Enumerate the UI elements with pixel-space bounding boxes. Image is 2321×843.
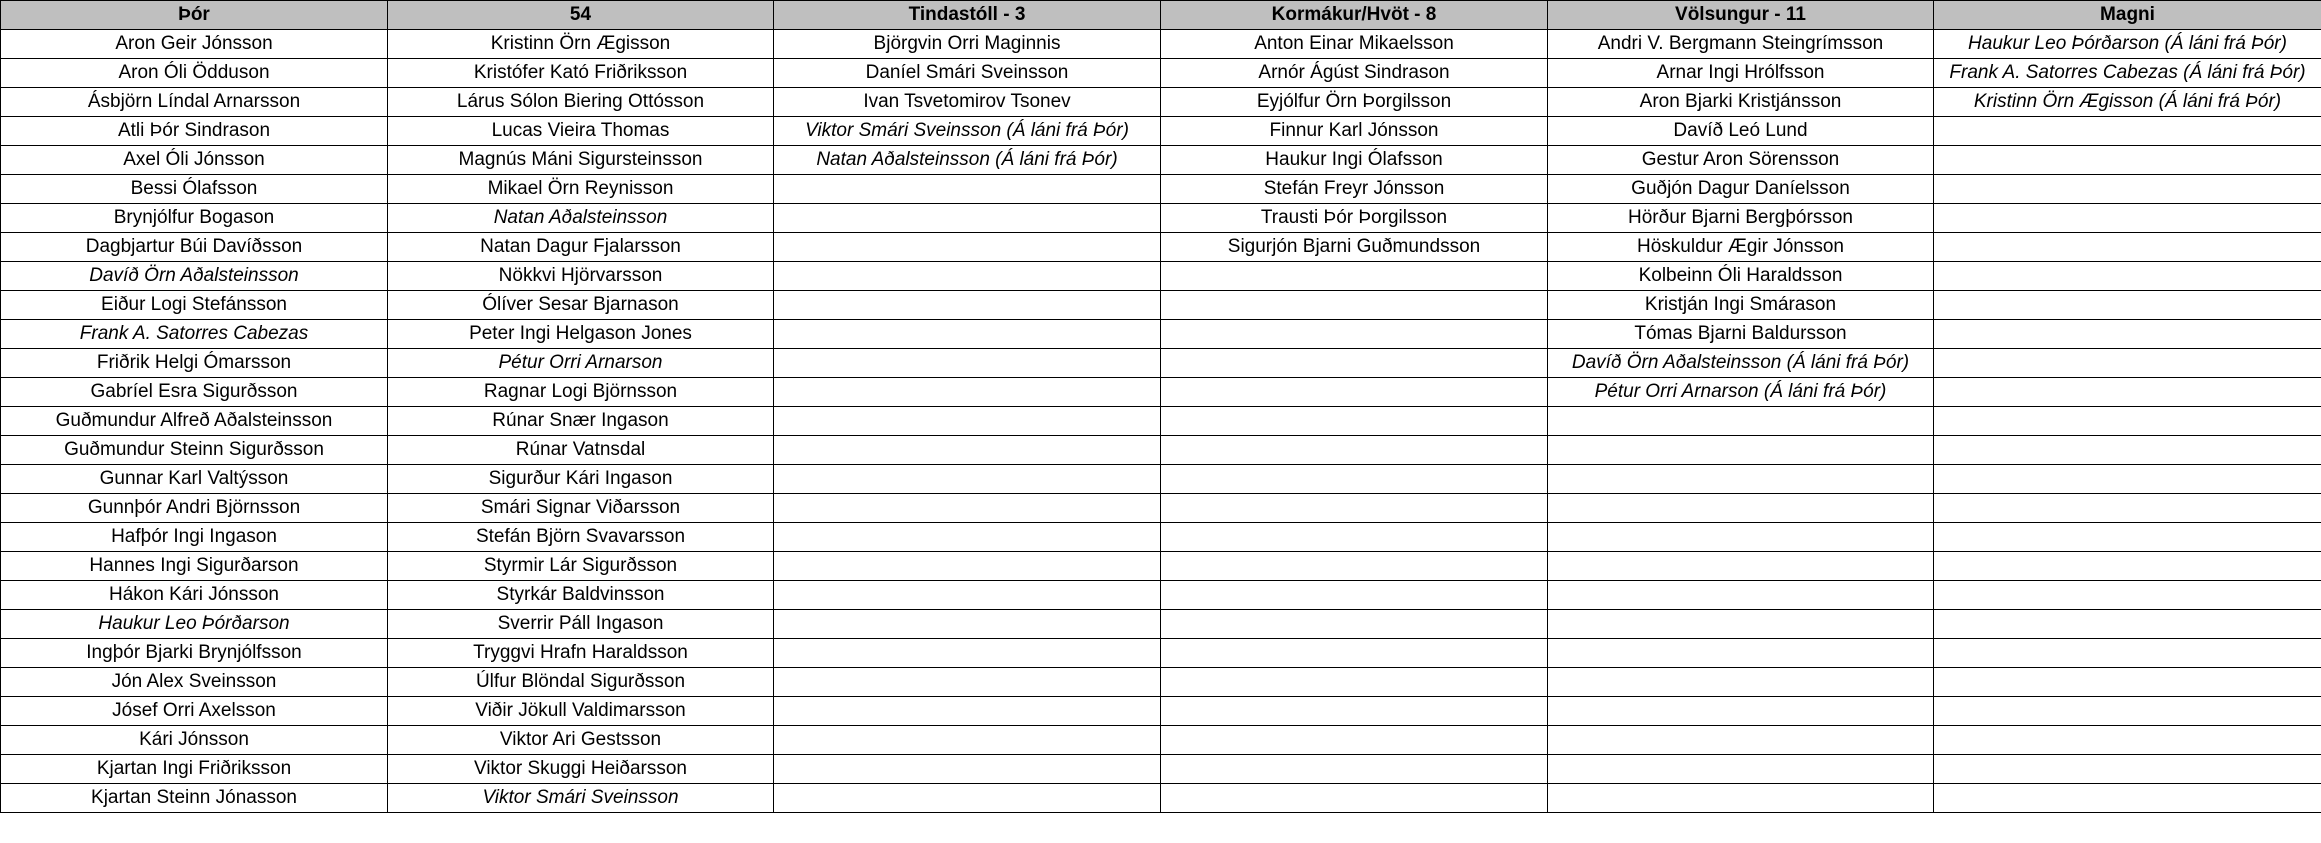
cell-volsungur[interactable] (1548, 755, 1934, 784)
cell-magni[interactable] (1934, 436, 2321, 465)
cell-thor-a[interactable]: Davíð Örn Aðalsteinsson (1, 262, 388, 291)
cell-tindastoll[interactable]: Daníel Smári Sveinsson (774, 59, 1161, 88)
cell-tindastoll[interactable] (774, 378, 1161, 407)
cell-kormakur[interactable]: Arnór Ágúst Sindrason (1161, 59, 1548, 88)
cell-tindastoll[interactable] (774, 204, 1161, 233)
cell-magni[interactable] (1934, 784, 2321, 813)
cell-tindastoll[interactable] (774, 552, 1161, 581)
cell-thor-a[interactable]: Hafþór Ingi Ingason (1, 523, 388, 552)
cell-kormakur[interactable]: Haukur Ingi Ólafsson (1161, 146, 1548, 175)
cell-thor-b[interactable]: Viðir Jökull Valdimarsson (388, 697, 774, 726)
cell-thor-a[interactable]: Dagbjartur Búi Davíðsson (1, 233, 388, 262)
cell-thor-b[interactable]: Kristófer Kató Friðriksson (388, 59, 774, 88)
cell-magni[interactable] (1934, 610, 2321, 639)
cell-thor-b[interactable]: Stefán Björn Svavarsson (388, 523, 774, 552)
cell-tindastoll[interactable] (774, 668, 1161, 697)
cell-volsungur[interactable]: Guðjón Dagur Daníelsson (1548, 175, 1934, 204)
cell-magni[interactable] (1934, 349, 2321, 378)
header-kormakur[interactable]: Kormákur/Hvöt - 8 (1161, 1, 1548, 30)
cell-thor-b[interactable]: Natan Aðalsteinsson (388, 204, 774, 233)
cell-thor-b[interactable]: Tryggvi Hrafn Haraldsson (388, 639, 774, 668)
cell-kormakur[interactable] (1161, 494, 1548, 523)
cell-tindastoll[interactable] (774, 523, 1161, 552)
cell-kormakur[interactable] (1161, 320, 1548, 349)
table-row (1, 581, 2321, 610)
cell-tindastoll[interactable] (774, 610, 1161, 639)
cell-magni[interactable] (1934, 146, 2321, 175)
cell-thor-b[interactable]: Mikael Örn Reynisson (388, 175, 774, 204)
cell-magni[interactable] (1934, 378, 2321, 407)
cell-thor-a[interactable]: Axel Óli Jónsson (1, 146, 388, 175)
table-row (1, 523, 2321, 552)
cell-tindastoll[interactable]: Natan Aðalsteinsson (Á láni frá Þór) (774, 146, 1161, 175)
table-row (1, 233, 2321, 262)
cell-kormakur[interactable] (1161, 610, 1548, 639)
header-volsungur[interactable]: Völsungur - 11 (1548, 1, 1934, 30)
cell-kormakur[interactable] (1161, 262, 1548, 291)
table-row (1, 755, 2321, 784)
table-row (1, 639, 2321, 668)
cell-thor-b[interactable]: Pétur Orri Arnarson (388, 349, 774, 378)
cell-thor-a[interactable]: Kári Jónsson (1, 726, 388, 755)
cell-thor-a[interactable]: Gabríel Esra Sigurðsson (1, 378, 388, 407)
cell-thor-a[interactable]: Friðrik Helgi Ómarsson (1, 349, 388, 378)
table-header (1, 1, 2321, 30)
cell-thor-a[interactable]: Haukur Leo Þórðarson (1, 610, 388, 639)
cell-thor-a[interactable]: Ásbjörn Líndal Arnarsson (1, 88, 388, 117)
cell-kormakur[interactable] (1161, 465, 1548, 494)
header-row (1, 1, 2321, 30)
cell-tindastoll[interactable] (774, 233, 1161, 262)
cell-kormakur[interactable] (1161, 697, 1548, 726)
cell-magni[interactable] (1934, 320, 2321, 349)
cell-magni[interactable] (1934, 581, 2321, 610)
cell-thor-a[interactable]: Kjartan Steinn Jónasson (1, 784, 388, 813)
cell-magni[interactable]: Haukur Leo Þórðarson (Á láni frá Þór) (1934, 30, 2321, 59)
cell-thor-b[interactable]: Magnús Máni Sigursteinsson (388, 146, 774, 175)
cell-kormakur[interactable] (1161, 552, 1548, 581)
cell-thor-a[interactable]: Hákon Kári Jónsson (1, 581, 388, 610)
cell-magni[interactable] (1934, 523, 2321, 552)
cell-volsungur[interactable]: Kristján Ingi Smárason (1548, 291, 1934, 320)
cell-thor-a[interactable]: Gunnþór Andri Björnsson (1, 494, 388, 523)
cell-tindastoll[interactable]: Viktor Smári Sveinsson (Á láni frá Þór) (774, 117, 1161, 146)
cell-thor-a[interactable]: Hannes Ingi Sigurðarson (1, 552, 388, 581)
table-row (1, 175, 2321, 204)
cell-volsungur[interactable] (1548, 610, 1934, 639)
cell-magni[interactable] (1934, 204, 2321, 233)
cell-magni[interactable] (1934, 175, 2321, 204)
cell-thor-b[interactable]: Styrmir Lár Sigurðsson (388, 552, 774, 581)
table-row (1, 436, 2321, 465)
cell-kormakur[interactable] (1161, 378, 1548, 407)
table-row (1, 610, 2321, 639)
table-row (1, 668, 2321, 697)
cell-thor-a[interactable]: Guðmundur Alfreð Aðalsteinsson (1, 407, 388, 436)
cell-thor-a[interactable]: Guðmundur Steinn Sigurðsson (1, 436, 388, 465)
cell-volsungur[interactable] (1548, 552, 1934, 581)
cell-volsungur[interactable]: Tómas Bjarni Baldursson (1548, 320, 1934, 349)
cell-thor-b[interactable]: Viktor Ari Gestsson (388, 726, 774, 755)
cell-tindastoll[interactable] (774, 494, 1161, 523)
cell-kormakur[interactable] (1161, 581, 1548, 610)
table-row (1, 117, 2321, 146)
cell-kormakur[interactable] (1161, 668, 1548, 697)
cell-thor-b[interactable]: Styrkár Baldvinsson (388, 581, 774, 610)
cell-magni[interactable] (1934, 552, 2321, 581)
cell-kormakur[interactable]: Finnur Karl Jónsson (1161, 117, 1548, 146)
cell-volsungur[interactable]: Pétur Orri Arnarson (Á láni frá Þór) (1548, 378, 1934, 407)
cell-thor-a[interactable]: Aron Óli Ödduson (1, 59, 388, 88)
cell-kormakur[interactable]: Eyjólfur Örn Þorgilsson (1161, 88, 1548, 117)
cell-magni[interactable] (1934, 639, 2321, 668)
cell-tindastoll[interactable] (774, 755, 1161, 784)
cell-volsungur[interactable]: Aron Bjarki Kristjánsson (1548, 88, 1934, 117)
table-row (1, 784, 2321, 813)
cell-thor-b[interactable]: Viktor Skuggi Heiðarsson (388, 755, 774, 784)
cell-kormakur[interactable]: Anton Einar Mikaelsson (1161, 30, 1548, 59)
cell-tindastoll[interactable] (774, 175, 1161, 204)
header-thor-name[interactable]: Þór (1, 1, 388, 30)
cell-magni[interactable] (1934, 117, 2321, 146)
cell-magni[interactable] (1934, 494, 2321, 523)
cell-tindastoll[interactable] (774, 291, 1161, 320)
cell-kormakur[interactable]: Trausti Þór Þorgilsson (1161, 204, 1548, 233)
cell-kormakur[interactable] (1161, 436, 1548, 465)
cell-kormakur[interactable] (1161, 407, 1548, 436)
table-row (1, 291, 2321, 320)
cell-thor-b[interactable]: Nökkvi Hjörvarsson (388, 262, 774, 291)
cell-tindastoll[interactable] (774, 320, 1161, 349)
cell-volsungur[interactable]: Andri V. Bergmann Steingrímsson (1548, 30, 1934, 59)
cell-thor-b[interactable]: Rúnar Snær Ingason (388, 407, 774, 436)
cell-thor-a[interactable]: Kjartan Ingi Friðriksson (1, 755, 388, 784)
cell-magni[interactable]: Frank A. Satorres Cabezas (Á láni frá Þór) (1934, 59, 2321, 88)
cell-volsungur[interactable] (1548, 726, 1934, 755)
cell-thor-a[interactable]: Eiður Logi Stefánsson (1, 291, 388, 320)
header-thor-count[interactable]: 54 (388, 1, 774, 30)
cell-magni[interactable] (1934, 755, 2321, 784)
cell-kormakur[interactable]: Sigurjón Bjarni Guðmundsson (1161, 233, 1548, 262)
cell-tindastoll[interactable] (774, 262, 1161, 291)
cell-thor-b[interactable]: Ragnar Logi Björnsson (388, 378, 774, 407)
cell-thor-a[interactable]: Jón Alex Sveinsson (1, 668, 388, 697)
table-row (1, 262, 2321, 291)
table-row (1, 552, 2321, 581)
cell-tindastoll[interactable] (774, 784, 1161, 813)
cell-magni[interactable] (1934, 726, 2321, 755)
cell-kormakur[interactable] (1161, 784, 1548, 813)
cell-thor-b[interactable]: Viktor Smári Sveinsson (388, 784, 774, 813)
cell-magni[interactable] (1934, 233, 2321, 262)
cell-volsungur[interactable] (1548, 436, 1934, 465)
cell-thor-b[interactable]: Sigurður Kári Ingason (388, 465, 774, 494)
table-row (1, 465, 2321, 494)
table-row (1, 697, 2321, 726)
cell-thor-a[interactable]: Frank A. Satorres Cabezas (1, 320, 388, 349)
table-row (1, 146, 2321, 175)
cell-tindastoll[interactable] (774, 465, 1161, 494)
cell-kormakur[interactable] (1161, 291, 1548, 320)
cell-volsungur[interactable]: Gestur Aron Sörensson (1548, 146, 1934, 175)
cell-magni[interactable] (1934, 262, 2321, 291)
header-magni[interactable]: Magni (1934, 1, 2321, 30)
table-row (1, 349, 2321, 378)
cell-thor-a[interactable]: Brynjólfur Bogason (1, 204, 388, 233)
cell-tindastoll[interactable]: Björgvin Orri Maginnis (774, 30, 1161, 59)
table-row (1, 378, 2321, 407)
cell-thor-a[interactable]: Gunnar Karl Valtýsson (1, 465, 388, 494)
cell-thor-b[interactable]: Lárus Sólon Biering Ottósson (388, 88, 774, 117)
cell-volsungur[interactable]: Arnar Ingi Hrólfsson (1548, 59, 1934, 88)
cell-tindastoll[interactable] (774, 407, 1161, 436)
cell-volsungur[interactable] (1548, 523, 1934, 552)
cell-thor-b[interactable]: Smári Signar Viðarsson (388, 494, 774, 523)
cell-magni[interactable] (1934, 291, 2321, 320)
cell-volsungur[interactable] (1548, 407, 1934, 436)
table-row (1, 726, 2321, 755)
table-row (1, 204, 2321, 233)
cell-volsungur[interactable]: Davíð Örn Aðalsteinsson (Á láni frá Þór) (1548, 349, 1934, 378)
cell-magni[interactable]: Kristinn Örn Ægisson (Á láni frá Þór) (1934, 88, 2321, 117)
cell-volsungur[interactable]: Höskuldur Ægir Jónsson (1548, 233, 1934, 262)
cell-volsungur[interactable]: Davíð Leó Lund (1548, 117, 1934, 146)
cell-volsungur[interactable] (1548, 784, 1934, 813)
table-body (1, 30, 2321, 813)
cell-tindastoll[interactable] (774, 349, 1161, 378)
cell-volsungur[interactable] (1548, 494, 1934, 523)
cell-tindastoll[interactable] (774, 639, 1161, 668)
cell-tindastoll[interactable] (774, 726, 1161, 755)
table-row (1, 59, 2321, 88)
cell-magni[interactable] (1934, 697, 2321, 726)
table-row (1, 494, 2321, 523)
cell-magni[interactable] (1934, 668, 2321, 697)
cell-thor-b[interactable]: Peter Ingi Helgason Jones (388, 320, 774, 349)
cell-thor-a[interactable]: Jósef Orri Axelsson (1, 697, 388, 726)
cell-kormakur[interactable] (1161, 523, 1548, 552)
cell-tindastoll[interactable]: Ivan Tsvetomirov Tsonev (774, 88, 1161, 117)
cell-volsungur[interactable] (1548, 581, 1934, 610)
cell-thor-a[interactable]: Atli Þór Sindrason (1, 117, 388, 146)
cell-magni[interactable] (1934, 407, 2321, 436)
cell-volsungur[interactable] (1548, 668, 1934, 697)
cell-thor-a[interactable]: Ingþór Bjarki Brynjólfsson (1, 639, 388, 668)
cell-volsungur[interactable] (1548, 639, 1934, 668)
header-tindastoll[interactable]: Tindastóll - 3 (774, 1, 1161, 30)
table-row (1, 407, 2321, 436)
cell-kormakur[interactable] (1161, 726, 1548, 755)
cell-tindastoll[interactable] (774, 436, 1161, 465)
cell-kormakur[interactable] (1161, 755, 1548, 784)
cell-kormakur[interactable] (1161, 349, 1548, 378)
cell-thor-b[interactable]: Kristinn Örn Ægisson (388, 30, 774, 59)
cell-thor-b[interactable]: Ólíver Sesar Bjarnason (388, 291, 774, 320)
cell-thor-a[interactable]: Aron Geir Jónsson (1, 30, 388, 59)
cell-thor-b[interactable]: Lucas Vieira Thomas (388, 117, 774, 146)
cell-kormakur[interactable]: Stefán Freyr Jónsson (1161, 175, 1548, 204)
cell-tindastoll[interactable] (774, 697, 1161, 726)
cell-volsungur[interactable] (1548, 697, 1934, 726)
table-row (1, 30, 2321, 59)
cell-kormakur[interactable] (1161, 639, 1548, 668)
cell-thor-b[interactable]: Rúnar Vatnsdal (388, 436, 774, 465)
cell-thor-b[interactable]: Úlfur Blöndal Sigurðsson (388, 668, 774, 697)
cell-thor-b[interactable]: Natan Dagur Fjalarsson (388, 233, 774, 262)
cell-tindastoll[interactable] (774, 581, 1161, 610)
cell-thor-a[interactable]: Bessi Ólafsson (1, 175, 388, 204)
cell-magni[interactable] (1934, 465, 2321, 494)
cell-volsungur[interactable]: Hörður Bjarni Bergþórsson (1548, 204, 1934, 233)
cell-volsungur[interactable]: Kolbeinn Óli Haraldsson (1548, 262, 1934, 291)
cell-thor-b[interactable]: Sverrir Páll Ingason (388, 610, 774, 639)
cell-volsungur[interactable] (1548, 465, 1934, 494)
table-row (1, 88, 2321, 117)
table-row (1, 320, 2321, 349)
